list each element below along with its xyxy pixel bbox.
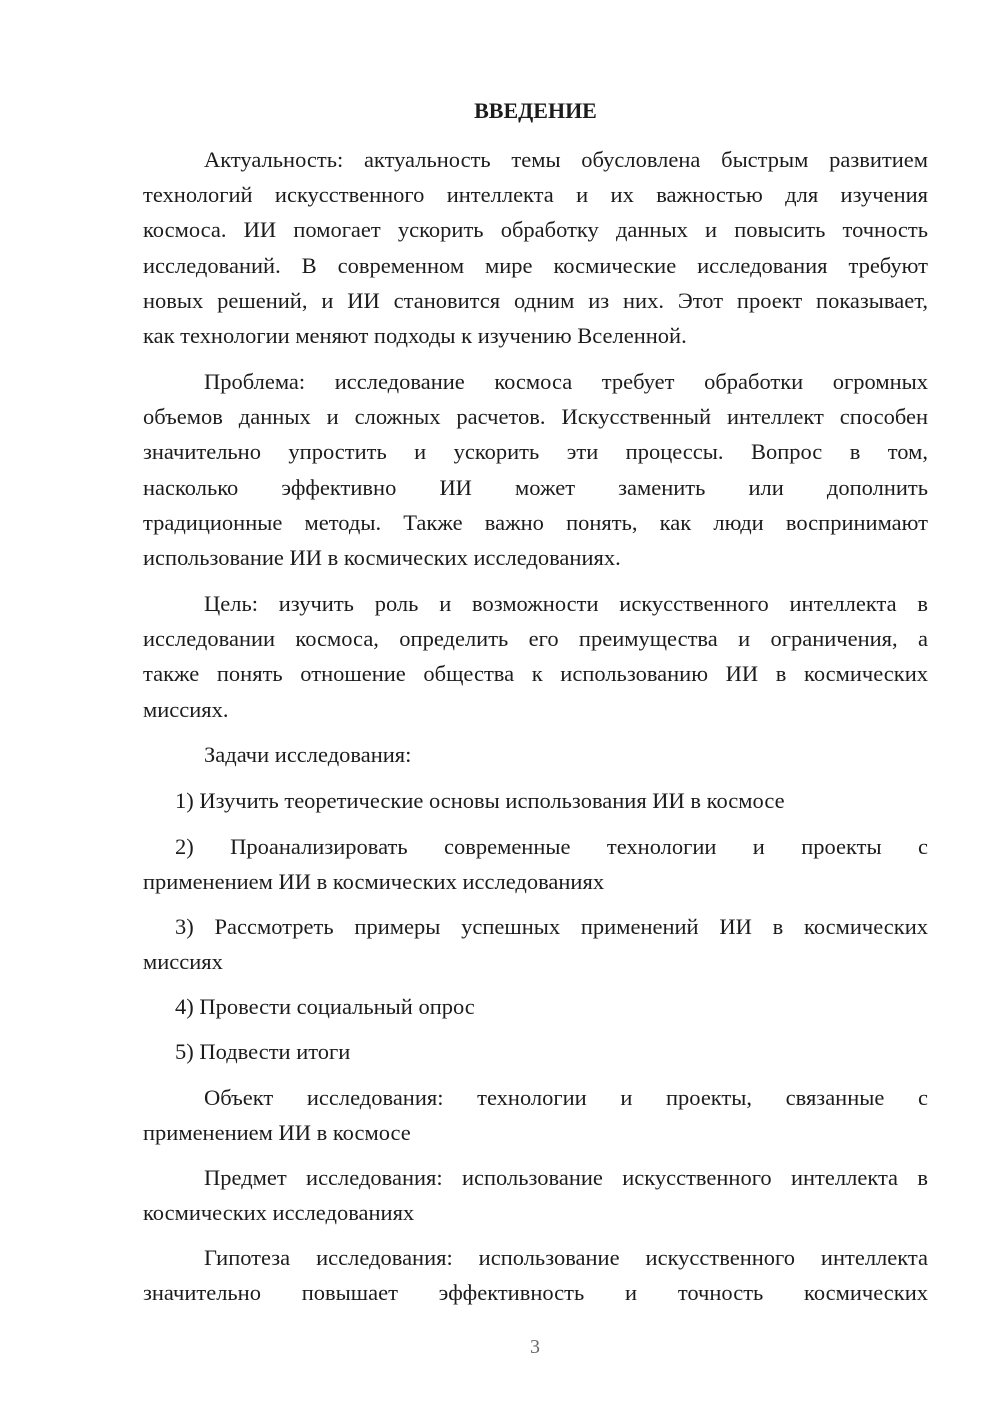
text-line: миссиях. [143,696,229,722]
page-heading: ВВЕДЕНИЕ [474,98,597,123]
text-line: 1) Изучить теоретические основы использования ИИ в космосе [175,788,785,813]
text-line: исследовании космоса, определить его преимущества и ограничения, а [143,626,928,652]
paragraph [143,142,928,353]
paragraph [143,737,928,772]
paragraph [143,989,928,1024]
text-line: Гипотеза исследования: использование искусственного интеллекта [204,1245,928,1270]
text-line: значительно повышает эффективность и точность космических [143,1280,928,1306]
text-line: традиционные методы. Также важно понять, как люди воспринимают [143,509,928,535]
paragraph [143,1034,928,1069]
paragraph [143,1080,928,1150]
text-line: исследований. В современном мире космические исследования требуют [143,252,928,278]
text-line: также понять отношение общества к использованию ИИ в космических [143,661,928,687]
paragraph [143,364,928,575]
text-line: Объект исследования: технологии и проекты, связанные с [204,1085,928,1110]
text-line: миссиях [143,949,223,975]
text-line: космоса. ИИ помогает ускорить обработку данных и повысить точность [143,217,928,243]
paragraph [143,1240,928,1310]
text-line: технологий искусственного интеллекта и их важностью для изучения [143,182,928,208]
text-line: Задачи исследования: [204,742,412,767]
text-line: 3) Рассмотреть примеры успешных применений ИИ в космических [175,914,928,939]
text-line: 2) Проанализировать современные технологии и проекты с [175,834,928,859]
text-line: как технологии меняют подходы к изучению Вселенной. [143,322,687,348]
text-line: новых решений, и ИИ становится одним из них. Этот проект показывает, [143,287,928,313]
text-line: применением ИИ в космических исследованиях [143,869,605,895]
paragraph [143,1160,928,1230]
paragraph [143,783,928,818]
text-line: применением ИИ в космосе [143,1120,411,1146]
text-line: космических исследованиях [143,1200,415,1226]
text-line: Проблема: исследование космоса требует обработки огромных [204,369,928,394]
text-line: использование ИИ в космических исследованиях. [143,544,621,570]
page-number: 3 [530,1336,540,1358]
paragraph [143,829,928,899]
text-line: насколько эффективно ИИ может заменить или дополнить [143,474,928,500]
text-line: объемов данных и сложных расчетов. Искусственный интеллект способен [143,404,928,430]
paragraph [143,586,928,727]
paragraph [143,909,928,979]
text-line: 5) Подвести итоги [175,1039,351,1064]
text-line: значительно упростить и ускорить эти процессы. Вопрос в том, [143,439,928,465]
text-line: 4) Провести социальный опрос [175,994,475,1019]
text-line: Предмет исследования: использование искусственного интеллекта в [204,1165,928,1190]
text-line: Актуальность: актуальность темы обусловлена быстрым развитием [204,147,928,172]
text-line: Цель: изучить роль и возможности искусственного интеллекта в [204,591,928,616]
